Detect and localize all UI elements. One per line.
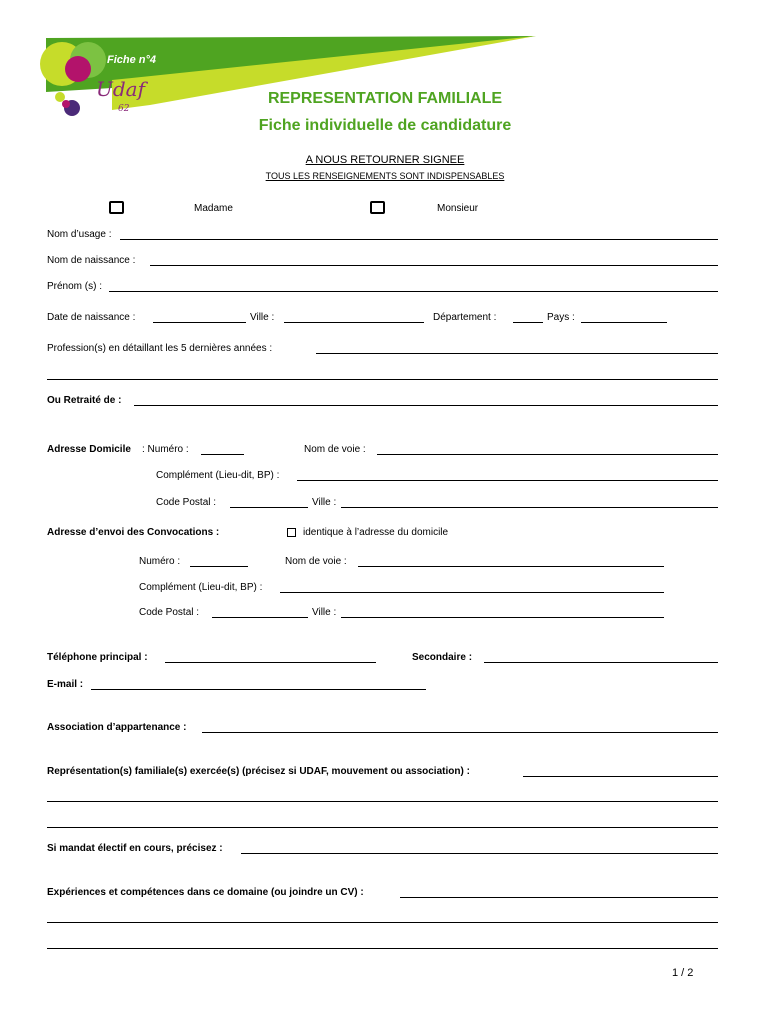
label-departement: Département : bbox=[433, 312, 497, 323]
label-secondaire: Secondaire : bbox=[412, 652, 473, 663]
field-envoi-numero[interactable] bbox=[190, 566, 248, 567]
field-representation-line3[interactable] bbox=[47, 827, 718, 828]
field-envoi-cp[interactable] bbox=[212, 617, 308, 618]
label-association: Association d’appartenance : bbox=[47, 722, 187, 733]
field-email[interactable] bbox=[91, 689, 426, 690]
field-domicile-complement[interactable] bbox=[297, 480, 718, 481]
checkbox-madame[interactable] bbox=[109, 201, 124, 214]
label-representation: Représentation(s) familiale(s) exercée(s) (précisez si UDAF, mouvement ou association) : bbox=[47, 766, 470, 777]
label-domicile-numero: : Numéro : bbox=[142, 444, 189, 455]
mandatory-note: TOUS LES RENSEIGNEMENTS SONT INDISPENSABLES bbox=[265, 171, 505, 181]
label-envoi-ville: Ville : bbox=[312, 607, 337, 618]
logo-number: 62 bbox=[118, 104, 130, 114]
field-ville-naissance[interactable] bbox=[284, 322, 424, 323]
label-monsieur: Monsieur bbox=[437, 203, 479, 214]
label-adresse-envoi: Adresse d’envoi des Convocations : bbox=[47, 527, 220, 538]
label-pays: Pays : bbox=[547, 312, 575, 323]
field-experiences-line3[interactable] bbox=[47, 948, 718, 949]
field-nom-usage[interactable] bbox=[120, 239, 718, 240]
logo-circle-magenta bbox=[65, 56, 91, 82]
field-envoi-complement[interactable] bbox=[280, 592, 664, 593]
field-association[interactable] bbox=[202, 732, 718, 733]
label-envoi-complement: Complément (Lieu-dit, BP) : bbox=[139, 582, 263, 593]
page-title: REPRESENTATION FAMILIALE bbox=[267, 90, 503, 107]
field-envoi-ville[interactable] bbox=[341, 617, 664, 618]
label-retraite: Ou Retraité de : bbox=[47, 395, 122, 406]
label-experiences: Expériences et compétences dans ce domaine (ou joindre un CV) : bbox=[47, 887, 364, 898]
label-envoi-voie: Nom de voie : bbox=[285, 556, 347, 567]
label-prenom: Prénom (s) : bbox=[47, 281, 103, 292]
field-envoi-voie[interactable] bbox=[358, 566, 664, 567]
page-subtitle: Fiche individuelle de candidature bbox=[258, 117, 512, 134]
field-representation-line2[interactable] bbox=[47, 801, 718, 802]
label-domicile-voie: Nom de voie : bbox=[304, 444, 366, 455]
label-domicile-cp: Code Postal : bbox=[156, 497, 217, 508]
label-identique: identique à l’adresse du domicile bbox=[303, 527, 449, 538]
field-experiences-line2[interactable] bbox=[47, 922, 718, 923]
checkbox-identique[interactable] bbox=[287, 528, 296, 537]
label-adresse-domicile: Adresse Domicile bbox=[47, 444, 131, 455]
label-email: E-mail : bbox=[47, 679, 84, 690]
field-domicile-ville[interactable] bbox=[341, 507, 718, 508]
logo-text: Udaf bbox=[96, 77, 145, 101]
return-instruction: A NOUS RETOURNER SIGNEE bbox=[305, 154, 465, 166]
field-domicile-voie[interactable] bbox=[377, 454, 718, 455]
field-departement[interactable] bbox=[513, 322, 543, 323]
field-pays[interactable] bbox=[581, 322, 667, 323]
field-profession[interactable] bbox=[316, 353, 718, 354]
field-mandat[interactable] bbox=[241, 853, 718, 854]
label-telephone: Téléphone principal : bbox=[47, 652, 148, 663]
field-representation[interactable] bbox=[523, 776, 718, 777]
checkbox-monsieur[interactable] bbox=[370, 201, 385, 214]
page-number: 1 / 2 bbox=[672, 967, 694, 979]
field-domicile-cp[interactable] bbox=[230, 507, 308, 508]
fiche-number: Fiche n°4 bbox=[107, 54, 157, 66]
field-secondaire[interactable] bbox=[484, 662, 718, 663]
label-domicile-ville: Ville : bbox=[312, 497, 337, 508]
field-retraite[interactable] bbox=[134, 405, 718, 406]
label-mandat: Si mandat électif en cours, précisez : bbox=[47, 843, 223, 854]
header-banner bbox=[0, 0, 770, 130]
label-madame: Madame bbox=[194, 203, 233, 214]
label-nom-usage: Nom d’usage : bbox=[47, 229, 112, 240]
field-profession-line2[interactable] bbox=[47, 379, 718, 380]
field-nom-naissance[interactable] bbox=[150, 265, 718, 266]
label-ville-naissance: Ville : bbox=[250, 312, 275, 323]
field-experiences[interactable] bbox=[400, 897, 718, 898]
field-date-naissance[interactable] bbox=[153, 322, 246, 323]
field-prenom[interactable] bbox=[109, 291, 718, 292]
label-envoi-numero: Numéro : bbox=[139, 556, 181, 567]
label-envoi-cp: Code Postal : bbox=[139, 607, 200, 618]
field-domicile-numero[interactable] bbox=[201, 454, 244, 455]
label-domicile-complement: Complément (Lieu-dit, BP) : bbox=[156, 470, 280, 481]
field-telephone[interactable] bbox=[165, 662, 376, 663]
label-nom-naissance: Nom de naissance : bbox=[47, 255, 136, 266]
label-profession: Profession(s) en détaillant les 5 dernières années : bbox=[47, 343, 273, 354]
label-date-naissance: Date de naissance : bbox=[47, 312, 136, 323]
